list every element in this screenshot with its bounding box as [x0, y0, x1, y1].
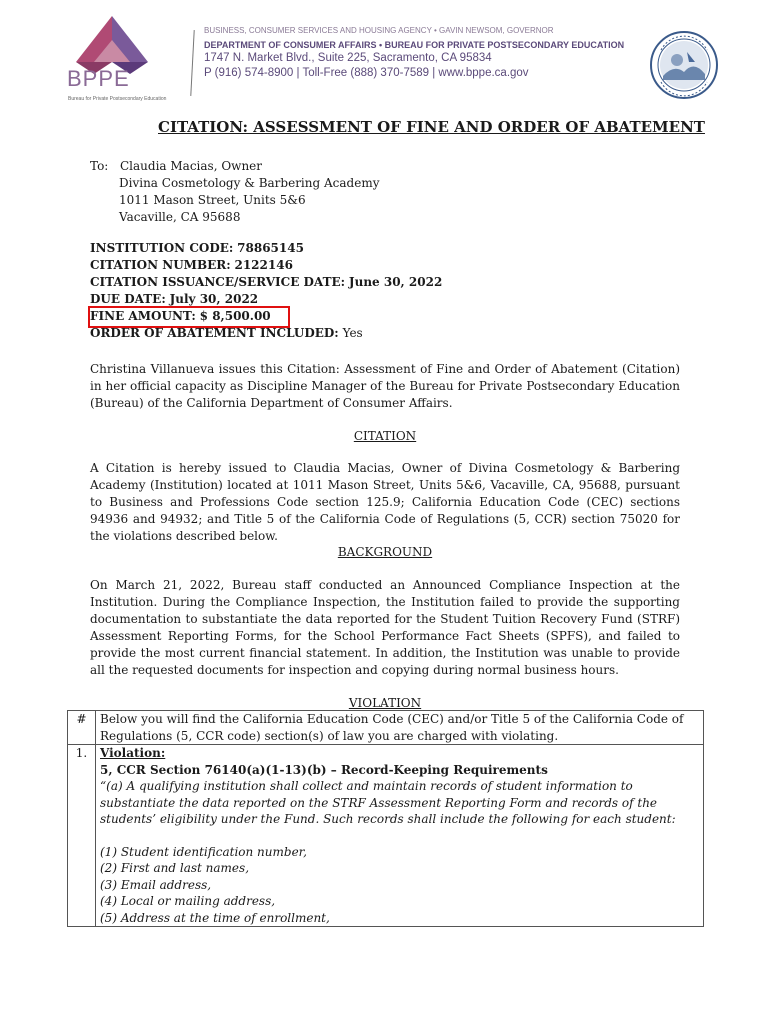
table-row: [68, 745, 704, 927]
due-date-label: DUE DATE:: [90, 292, 166, 306]
to-label: To:: [90, 159, 109, 173]
violation-table: [67, 710, 704, 927]
recipient-name: Claudia Macias, Owner: [120, 159, 263, 173]
list-item: (1) Student identification number,: [100, 844, 307, 859]
logo-tagline: Bureau for Private Postsecondary Education: [68, 96, 167, 102]
row-num-cell: 1.: [68, 745, 96, 927]
background-paragraph: On March 21, 2022, Bureau staff conducted an Announced Compliance Inspection at the Institution. During the Compliance Inspection, the Institution failed to provide the supporting documentation to substantiate the data reported for the Student Tuition Recovery Fund (STRF) Assessment Reporting Forms, for the School Performance Fact Sheets (SPFS), and failed to provide the most current financial statement. In addition, the Institution was unable to provide all the requested documents for inspection and copying during normal business hours.: [90, 578, 680, 677]
contact-line: P (916) 574-8900 | Toll-Free (888) 370-7589 | www.bppe.ca.gov: [204, 67, 529, 79]
issuance-label: CITATION ISSUANCE/SERVICE DATE:: [90, 275, 346, 289]
recipient-block: [90, 158, 379, 226]
agency-line: BUSINESS, CONSUMER SERVICES AND HOUSING AGENCY • GAVIN NEWSOM, GOVERNOR: [204, 26, 554, 35]
citation-heading: CITATION: [353, 429, 417, 443]
issuance-date-value: June 30, 2022: [348, 275, 443, 289]
violation-heading: VIOLATION: [348, 696, 422, 710]
recipient-street: 1011 Mason Street, Units 5&6: [119, 193, 306, 207]
background-heading: BACKGROUND: [337, 545, 433, 559]
recipient-institution: Divina Cosmetology & Barbering Academy: [119, 176, 380, 190]
bppe-logo-icon: [62, 14, 162, 108]
document-title: CITATION: ASSESSMENT OF FINE AND ORDER OF ABATEMENT: [158, 118, 705, 136]
abatement-label: ORDER OF ABATEMENT INCLUDED:: [90, 326, 339, 340]
citation-number-value: 2122146: [234, 258, 293, 272]
abatement-value: Yes: [342, 326, 363, 340]
header-text-cell: Below you will find the California Education Code (CEC) and/or Title 5 of the California Code of Regulations (5, CCR code) section(s) of law you are charged with violating.: [96, 711, 704, 745]
intro-paragraph: Christina Villanueva issues this Citation: Assessment of Fine and Order of Abatement (Citation) in her official capacity as Discipline Manager of the Bureau for Private Postsecondary Education (Bureau) of the California Department of Consumer Affairs.: [90, 362, 680, 410]
violation-quote: “(a) A qualifying institution shall collect and maintain records of student information to substantiate the data reported on the STRF Assessment Reporting Form and records of the students’ eligibility under the Fund. Such records shall include the following for each student:: [100, 779, 676, 826]
logo-text: BPPE: [67, 66, 130, 91]
violation-cell: [96, 745, 704, 927]
due-date-value: July 30, 2022: [169, 292, 259, 306]
table-header-row: [68, 711, 704, 745]
header-num-cell: #: [68, 711, 96, 745]
list-item: (2) First and last names,: [100, 861, 250, 875]
office-address: 1747 N. Market Blvd., Suite 225, Sacramento, CA 95834: [204, 52, 492, 64]
citation-paragraph: A Citation is hereby issued to Claudia Macias, Owner of Divina Cosmetology & Barbering Academy (Institution) located at 1011 Mason Street, Units 5&6, Vacaville, CA, 95688, pursuant to Business and Professions Code section 125.9; California Education Code (CEC) sections 94936 and 94932; and Title 5 of the California Code of Regulations (5, CCR) section 75020 for the violations described below.: [90, 461, 680, 543]
violation-label: Violation:: [100, 746, 166, 760]
department-line: DEPARTMENT OF CONSUMER AFFAIRS • BUREAU FOR PRIVATE POSTSECONDARY EDUCATION: [204, 40, 625, 50]
violation-section: 5, CCR Section 76140(a)(1-13)(b) – Record-Keeping Requirements: [100, 762, 548, 777]
citation-number-label: CITATION NUMBER:: [90, 258, 231, 272]
issuance-date-row: [90, 274, 442, 291]
list-item: (4) Local or mailing address,: [100, 894, 276, 908]
header-divider: [190, 30, 194, 96]
fine-amount-label: FINE AMOUNT:: [90, 309, 196, 323]
fine-amount-highlight: [88, 306, 290, 328]
citation-number-row: [90, 257, 442, 274]
state-seal-icon: [649, 30, 719, 100]
fine-amount-value: $ 8,500.00: [199, 309, 271, 323]
list-item: (5) Address at the time of enrollment,: [100, 910, 330, 925]
list-item: (3) Email address,: [100, 877, 212, 892]
institution-code-value: 78865145: [237, 241, 304, 255]
recipient-city: Vacaville, CA 95688: [119, 210, 241, 224]
institution-code-row: [90, 240, 442, 257]
institution-code-label: INSTITUTION CODE:: [90, 241, 234, 255]
